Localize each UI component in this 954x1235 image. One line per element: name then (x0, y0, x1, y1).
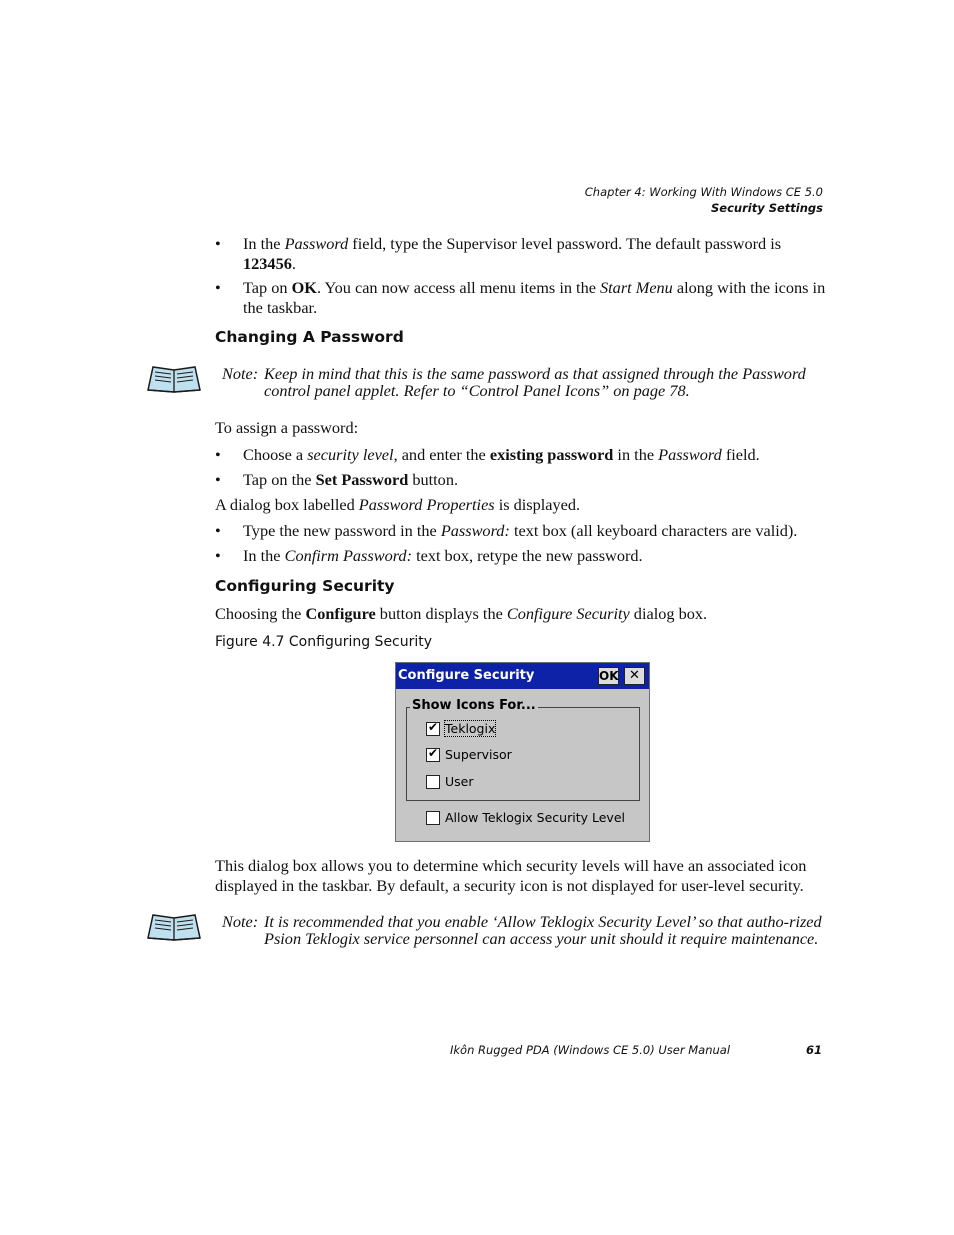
user-label[interactable]: User (445, 774, 474, 789)
supervisor-checkbox[interactable] (426, 748, 440, 762)
dialog-title: Configure Security (398, 668, 535, 683)
paragraph: This dialog box allows you to determine which security levels will have an associated icon displayed in the taskbar. By default, a security icon is not displayed for user-level security. (215, 856, 807, 895)
dialog-title-bar (396, 663, 649, 689)
bullet-item: • Tap on OK. You can now access all menu items in the Start Menu along with the icons in the taskbar. (215, 278, 826, 317)
figure-caption: Figure 4.7 Configuring Security (215, 634, 433, 650)
paragraph: To assign a password: (215, 418, 359, 437)
teklogix-checkbox[interactable] (426, 722, 440, 736)
note-block: Note: It is recommended that you enable ‘Allow Teklogix Security Level’ so that autho-rized Psion Teklogix service personnel can access your unit should it require maintenance. (222, 912, 822, 948)
section-heading: Configuring Security (215, 577, 395, 595)
close-button[interactable] (624, 667, 645, 685)
teklogix-label[interactable]: Teklogix (445, 721, 496, 736)
running-header-section: Security Settings (711, 201, 823, 215)
ok-button[interactable]: OK (599, 669, 619, 683)
allow-teklogix-checkbox[interactable] (426, 811, 440, 825)
supervisor-label[interactable]: Supervisor (445, 747, 512, 762)
paragraph: A dialog box labelled Password Properties is displayed. (215, 495, 581, 514)
configure-security-dialog (395, 662, 650, 842)
user-checkbox[interactable] (426, 775, 440, 789)
close-icon: ✕ (629, 668, 640, 683)
check-icon: ✔ (428, 720, 439, 734)
paragraph: Choosing the Configure button displays the Configure Security dialog box. (215, 604, 708, 623)
footer-manual-title: Ikôn Rugged PDA (Windows CE 5.0) User Manual (450, 1043, 731, 1057)
bullet-item: • In the Password field, type the Supervisor level password. The default password is 123456. (215, 234, 782, 273)
bullet-item: • Type the new password in the Password: text box (all keyboard characters are valid). (215, 521, 798, 540)
check-icon: ✔ (428, 746, 439, 760)
note-block: Note: Keep in mind that this is the same password as that assigned through the Password control panel applet. Refer to “Control Panel Icons” on page 78. (222, 364, 806, 400)
section-heading: Changing A Password (215, 328, 404, 346)
show-icons-group (406, 707, 640, 801)
note-book-icon (145, 363, 203, 393)
bullet-item: • Tap on the Set Password button. (215, 470, 459, 489)
note-book-icon (145, 911, 203, 941)
page-number: 61 (806, 1043, 823, 1057)
running-header-chapter: Chapter 4: Working With Windows CE 5.0 (584, 185, 823, 199)
group-label: Show Icons For... (412, 698, 536, 713)
bullet-item: • In the Confirm Password: text box, retype the new password. (215, 546, 643, 565)
bullet-item: • Choose a security level, and enter the existing password in the Password field. (215, 445, 760, 464)
allow-teklogix-label[interactable]: Allow Teklogix Security Level (445, 810, 625, 825)
